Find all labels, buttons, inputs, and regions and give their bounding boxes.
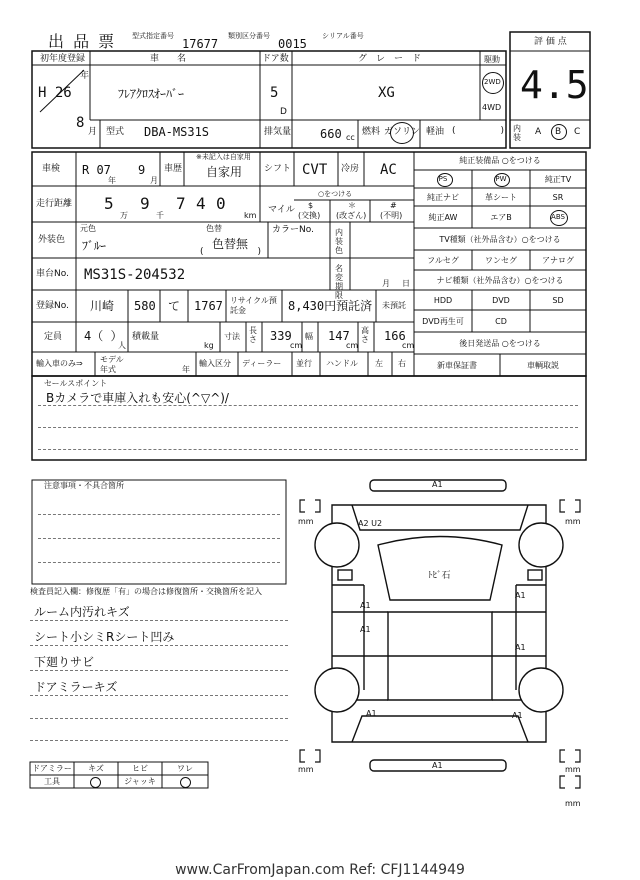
diesel-bracket: ( ) (452, 126, 505, 136)
diagram-code-rear-right: A1 (512, 711, 523, 720)
color-label: 外装色 (38, 235, 66, 245)
shift-value: CVT (302, 162, 328, 178)
legend-tool: 工具 (44, 777, 60, 786)
type-label: 型式 (106, 127, 125, 137)
car-name-value: ﾌﾚｱｸﾛｽｵｰﾊﾞｰ (118, 87, 185, 101)
notes-line-1 (38, 514, 280, 515)
displacement-label: 排気量 (264, 127, 292, 137)
navi-title: ナビ種類（社外品含む）○をつける (436, 276, 564, 285)
model-year-unit: 年 (182, 365, 190, 374)
drive-label: 駆動 (484, 55, 500, 64)
mileage-digit-1: 5 (104, 194, 114, 213)
sales-line-1 (38, 405, 578, 406)
navi-hdd: HDD (433, 296, 453, 305)
tire-mm-rl: mm (298, 765, 314, 774)
length-unit: cm (290, 341, 303, 350)
shaken-year-unit: 年 (108, 176, 116, 185)
import-parallel: 並行 (296, 359, 312, 368)
legend-mirror: ドアミラー (32, 764, 72, 773)
equip-tv: 純正TV (544, 175, 572, 184)
score-value: 4.5 (520, 63, 589, 107)
legend-scratch: キズ (88, 764, 104, 773)
equip-sr: SR (552, 193, 564, 202)
notes-label: 注意事項・不具合箇所 (44, 481, 124, 490)
doors-value: 5 (270, 85, 279, 101)
fuel-label: 燃料 (362, 127, 381, 137)
use-label: 車歴 (164, 164, 183, 174)
diagram-code-front-left: A2 U2 (358, 519, 383, 528)
int-color-label: 内装色 (335, 228, 343, 255)
tv-full: フルセグ (427, 256, 459, 265)
mileage-digit-4: 4 (196, 194, 206, 213)
use-value: 自家用 (206, 165, 243, 179)
use-note: ※未記入は自家用 (196, 153, 251, 161)
handle-right: 右 (398, 359, 406, 368)
model-spec-value: 17677 (182, 37, 219, 51)
mileage-man: 万 (120, 211, 128, 220)
height-value: 166 (384, 329, 406, 343)
namechange-label: 名変期限 (335, 264, 343, 300)
capacity-label: 定員 (44, 332, 63, 342)
dim-label: 寸法 (224, 332, 240, 341)
load-unit: kg (204, 341, 214, 350)
class-value: 0015 (278, 37, 307, 51)
tire-mm-fl: mm (298, 517, 314, 526)
first-reg-era: H 26 (38, 85, 72, 101)
reg-number: 1767 (194, 299, 223, 313)
diagram-code-right-rear-door: A1 (515, 643, 526, 652)
interior-c: C (574, 127, 581, 137)
month-suffix: 月 (88, 127, 98, 137)
legend-jack: ジャッキ (124, 777, 156, 786)
opt-unknown-mark: # (390, 201, 397, 210)
ac-label: 冷房 (341, 164, 360, 174)
inspector-line-2 (30, 645, 288, 646)
diagram-code-front-bumper: A1 (432, 480, 443, 489)
load-label: 積載量 (132, 332, 160, 342)
shaken-month: 9 (138, 163, 146, 177)
equip-title: 純正装備品 ○をつける (459, 156, 541, 165)
diagram-code-left-front-door: A1 (360, 601, 371, 610)
tire-mm-spare: mm (565, 799, 581, 808)
inspector-line-6 (30, 740, 288, 741)
tv-one: ワンセグ (485, 256, 517, 265)
namechange-month: 月 (382, 279, 390, 288)
mile-label: マイル (268, 205, 295, 215)
inspector-label: 検査員記入欄：修復歴「有」の場合は修復箇所・交換箇所を記入 (30, 587, 262, 596)
model-spec-label: 型式指定番号 (132, 32, 174, 40)
reg-kana: て (168, 299, 181, 313)
color-change-value: 色替無 (212, 237, 249, 251)
displacement-value: 660 (320, 127, 342, 141)
tire-mm-fr: mm (565, 517, 581, 526)
color-orig-label: 元色 (80, 224, 96, 233)
recycle-label: リサイクル預託金 (230, 296, 277, 315)
navi-sd: SD (552, 296, 564, 305)
opt-exchange: (交換) (298, 211, 321, 220)
width-unit: cm (346, 341, 359, 350)
notes-line-3 (38, 562, 280, 563)
later-warranty: 新車保証書 (437, 361, 477, 370)
score-label: 評 価 点 (534, 37, 567, 47)
equip-pw: PW (495, 175, 507, 183)
width-value: 147 (328, 329, 350, 343)
serial-label: シリアル番号 (322, 32, 364, 40)
type-value: DBA-MS31S (144, 125, 210, 139)
interior-a: A (535, 127, 542, 137)
interior-b: B (555, 127, 562, 137)
legend-tool-check (90, 777, 101, 788)
inspector-line-5 (30, 718, 288, 719)
note-line-2: シート小シミRシート凹み (34, 630, 175, 644)
later-title: 後日発送品 ○をつける (459, 339, 541, 348)
note-line-4: ドアミラーキズ (34, 680, 118, 694)
equip-ps: PS (438, 175, 448, 183)
displacement-unit: cc (346, 133, 355, 142)
import-label: 輸入車のみ⇒ (36, 359, 83, 368)
diagram-code-right-front: A1 (515, 591, 526, 600)
inspector-line-1 (30, 620, 288, 621)
fuel-value: ガソリン (384, 127, 421, 137)
first-reg-label: 初年度登録 (40, 54, 86, 64)
doors-label: ドア数 (262, 54, 289, 64)
reg-class: 580 (134, 299, 156, 313)
color-no-label: カラーNo. (272, 225, 314, 235)
equip-aw: 純正AW (428, 213, 458, 222)
notes-line-2 (38, 538, 280, 539)
import-class-label: 輸入区分 (199, 359, 231, 368)
mileage-digit-3: 7 (176, 194, 186, 213)
watermark: www.CarFromJapan.com Ref: CFJ1144949 (175, 862, 465, 878)
tire-mm-rr: mm (565, 765, 581, 774)
shaken-year: R 07 (82, 163, 111, 177)
reg-area: 川崎 (90, 299, 115, 313)
color-bracket: ( ) (200, 247, 262, 257)
handle-label: ハンドル (326, 359, 358, 368)
shift-label: シフト (264, 164, 292, 174)
reg-label: 登録No. (36, 301, 69, 311)
car-name-label: 車 名 (150, 54, 187, 64)
inspector-line-3 (30, 670, 288, 671)
tv-analog: アナログ (542, 256, 574, 265)
opt-tamper-mark: ＊ (348, 201, 356, 210)
color-code-label: 色替 (206, 224, 222, 233)
length-value: 339 (270, 329, 292, 343)
opt-exchange-mark: $ (308, 201, 314, 210)
doors-type: D (280, 107, 287, 117)
navi-cd: CD (495, 317, 507, 326)
legend-crack: ヒビ (132, 764, 148, 773)
drive-2wd: 2WD (484, 78, 501, 86)
import-dealer: ディーラー (242, 359, 282, 368)
sales-line-2 (38, 427, 578, 428)
mileage-km: km (244, 211, 257, 220)
chassis-value: MS31S-204532 (84, 267, 186, 283)
tv-title: TV種類（社外品含む）○をつける (439, 235, 561, 244)
first-reg-month: 8 (76, 115, 85, 131)
diesel-label: 軽油 (426, 127, 445, 137)
later-manual: 車輌取説 (527, 361, 559, 370)
model-year-label: モデル年式 (100, 355, 124, 374)
recycle-value: 8,430円預託済 (288, 299, 373, 313)
note-line-1: ルーム内汚れキズ (34, 605, 130, 619)
diagram-code-rear-left: A1 (366, 709, 377, 718)
navi-dvd-play: DVD再生可 (422, 317, 464, 326)
recycle-unpaid: 未預託 (382, 301, 406, 310)
equip-leather: 革シート (485, 193, 517, 202)
mileage-label: 走行距離 (36, 199, 73, 209)
handle-left: 左 (375, 359, 383, 368)
diagram-code-left-rear-door: A1 (360, 625, 371, 634)
shaken-label: 車検 (42, 164, 61, 174)
legend-jack-check (180, 777, 191, 788)
interior-label: 内装 (513, 124, 521, 142)
navi-dvd: DVD (492, 296, 510, 305)
sheet-title: 出 品 票 (48, 32, 117, 51)
class-label: 類別区分番号 (228, 32, 270, 40)
sales-line-3 (38, 449, 578, 450)
sales-label: セールスポイント (44, 379, 108, 388)
equip-airbag: エアB (490, 213, 512, 222)
note-line-3: 下廻りサビ (34, 655, 95, 669)
sales-text: Bカメラで車庫入れも安心(^▽^)/ (46, 391, 229, 405)
year-suffix: 年 (80, 71, 90, 81)
color-orig-value: ﾌﾞﾙｰ (82, 239, 107, 253)
shaken-month-unit: 月 (150, 176, 158, 185)
inspector-line-4 (30, 695, 288, 696)
length-label: 長さ (249, 326, 257, 344)
opt-tamper: (改ざん) (336, 211, 367, 220)
diagram-code-hood: ﾄﾋﾞ石 (428, 571, 451, 581)
height-unit: cm (402, 341, 415, 350)
drive-4wd: 4WD (482, 103, 502, 112)
mileage-sen: 千 (156, 211, 164, 220)
capacity-unit: 人 (118, 341, 126, 350)
equip-navi: 純正ナビ (427, 193, 459, 202)
namechange-day: 日 (402, 279, 410, 288)
equip-abs: ABS (551, 213, 565, 221)
height-label: 高さ (361, 326, 369, 344)
grade-label: グ レ ー ド (358, 54, 422, 64)
chassis-label: 車台No. (36, 269, 69, 279)
legend-break: ワレ (177, 764, 193, 773)
grade-value: XG (378, 85, 395, 101)
diagram-code-rear-bumper: A1 (432, 761, 443, 770)
mileage-digit-5: 0 (216, 194, 226, 213)
width-label: 幅 (305, 332, 313, 341)
opt-unknown: (不明) (380, 211, 403, 220)
car-diagram (300, 480, 580, 788)
ac-value: AC (380, 162, 397, 178)
mileage-digit-2: 9 (140, 194, 150, 213)
capacity-value: 4（ ） (84, 329, 123, 343)
mileage-unit-note: ○をつける (318, 190, 353, 198)
